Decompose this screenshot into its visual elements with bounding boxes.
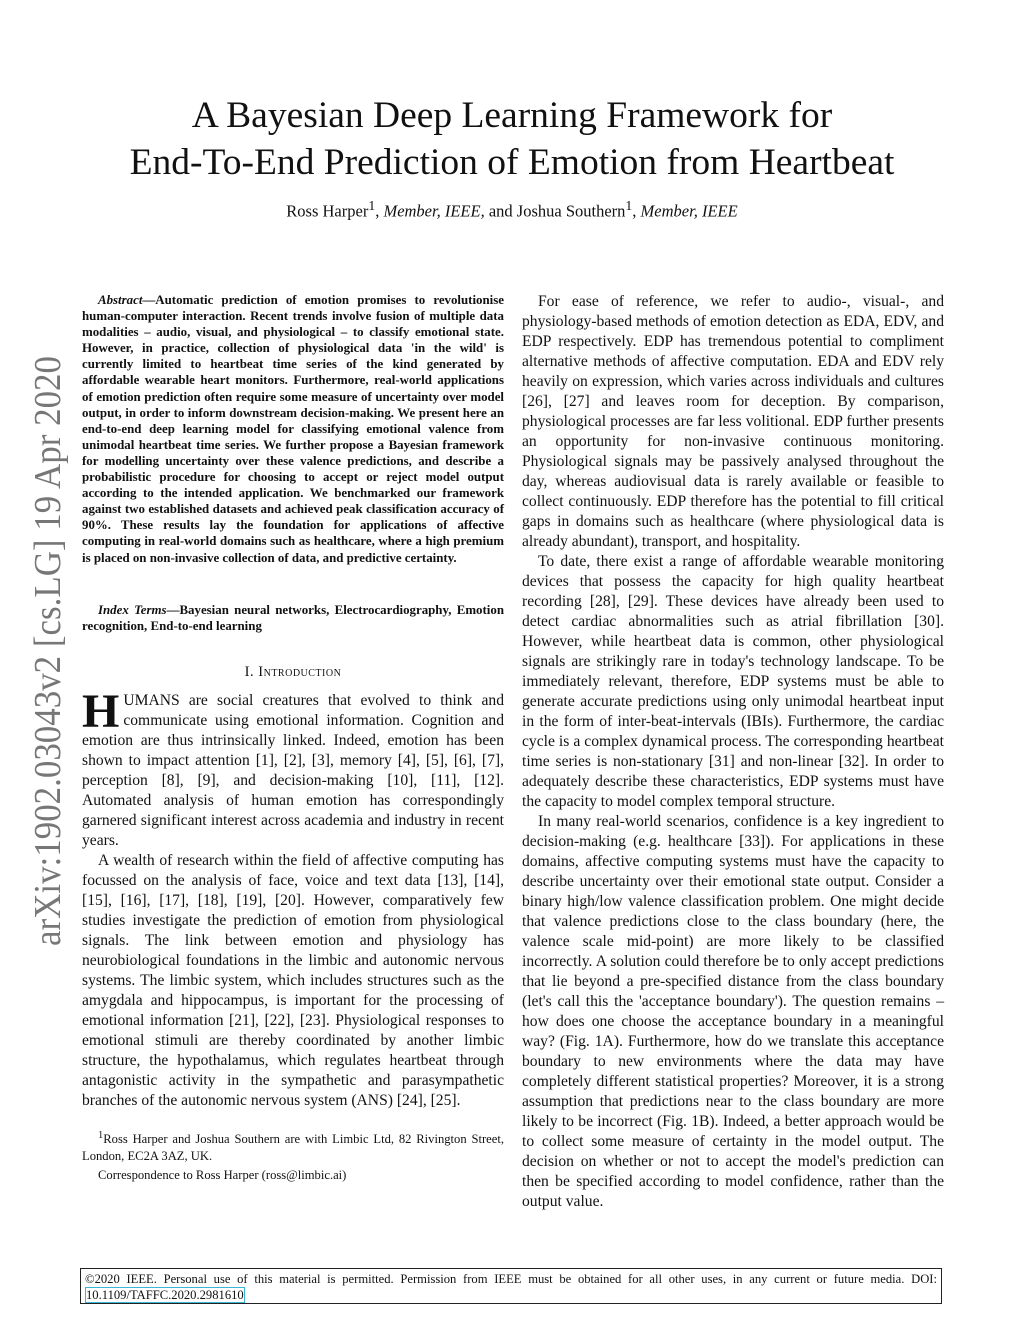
intro-paragraph-5: In many real-world scenarios, confidence is a key ingredient to decision-making (e.g. healthcare [33]). For applications in these domains, affective computing systems must have the capacity to describe uncertainty over their emotional state output. Consider a binary high/low valence classification problem. One might decide that valence predictions close to the class boundary (here, the valence scale mid-point) are more likely to be classified incorrectly. A solution could therefore be to only accept predictions that lie beyond a pre-specified distance from the class boundary (let's call this the 'acceptance boundary'). The question remains – how does one choose the acceptance boundary in a meaningful way? (Fig. 1A). Furthermore, how do we translate this acceptance boundary to new environments where the data may have completely different statistical properties? Moreover, it is a strong assumption that predictions near to the class boundary are more likely to be incorrect (Fig. 1B). Indeed, a better approach would be to collect some measure of certainty in the model output. The decision on whether or not to accept the model's prediction can then be specified according to model confidence, rather than the output value. [522, 813, 944, 1210]
title-line-1: A Bayesian Deep Learning Framework for [191, 95, 833, 136]
intro-paragraph-2: A wealth of research within the field of affective computing has focussed on the analysis of face, voice and text data [13], [14], [15], [16], [17], [18], [19], [20]. However, comparatively few studies investigate the prediction of emotion from physiological signals. The link between emotion and physiology has neurobiological foundations in the limbic and autonomic nervous systems. The limbic system, which includes structures such as the amygdala and hippocampus, is important for the processing of emotional information [21], [22], [23]. Physiological responses to emotional stimuli are thereby coordinated by another limbic structure, the hypothalamus, which regulates heartbeat through antagonistic activity in the sympathetic and parasympathetic branches of the autonomic nervous system (ANS) [24], [25]. [82, 851, 504, 1109]
right-column [522, 292, 944, 1212]
intro-paragraph-4: To date, there exist a range of affordable wearable monitoring devices that possess the capacity for high quality heartbeat recording [28], [29]. These devices have already been used to detect cardiac abnormalities such as atrial fibrillation [30]. However, while heartbeat data is common, other physiological signals are strikingly rare in today's technology landscape. To be immediately relevant, therefore, EDP systems must be able to generate accurate predictions using only unimodal heartbeat input in the form of inter-beat-intervals (IBIs). Furthermore, the cardiac cycle is a complex dynamical process. The corresponding heartbeat time series is non-stationary [31] and non-linear [32]. In order to adequately describe these characteristics, EDP systems must have the capacity to model complex temporal structure. [522, 553, 944, 810]
author-1-role: Member, IEEE, [383, 201, 485, 221]
abstract-label: Abstract [98, 293, 143, 307]
paper-title [60, 92, 964, 186]
author-1-affiliation: 1 [368, 198, 376, 213]
arxiv-stamp-text: arXiv:1902.03043v2 [cs.LG] 19 Apr 2020 [27, 350, 69, 946]
author-line: Ross Harper$^1$, Member, IEEE, and Joshua Southern$^1$, Member, IEEE [286, 198, 738, 221]
section-number: I. [244, 663, 255, 680]
section-name: Introduction [258, 663, 342, 680]
author-2-affiliation: 1 [625, 198, 633, 213]
footnote-affiliation-text: Ross Harper and Joshua Southern are with Limbic Ltd, 82 Rivington Street, London, EC2A 3AZ, UK. [82, 1131, 504, 1163]
footnote-correspondence: Correspondence to Ross Harper (ross@limbic.ai) [98, 1167, 347, 1182]
doi-link[interactable]: 10.1109/TAFFC.2020.2981610 [86, 1288, 244, 1302]
abstract-text: —Automatic prediction of emotion promises to revolutionise human-computer interaction. Recent trends involve fusion of multiple data modalities – audio, visual, and physiological – to classify emotional state. However, in practice, collection of physiological data 'in the wild' is currently limited to heartbeat time series of the kind generated by affordable wearable heart monitors. Furthermore, real-world applications of emotion prediction often require some measure of uncertainty over model output, in order to inform downstream decision-making. We present here an end-to-end deep learning model for classifying emotional valence from unimodal heartbeat time series. We further propose a Bayesian framework for modelling uncertainty over these valence predictions, and describe a probabilistic procedure for choosing to accept or reject model output according to the intended application. We benchmarked our framework against two established datasets and achieved peak classification accuracy of 90%. These results lay the foundation for applications of affective computing in real-world domains such as healthcare, where a high premium is placed on non-invasive collection of data, and predictive certainty. [82, 293, 504, 565]
abstract [82, 292, 504, 566]
footnote-marker: 1 [98, 1129, 104, 1141]
author-1: Ross Harper [286, 201, 369, 221]
intro-paragraph-1-text: UMANS are social creatures that evolved to think and communicate using emotional information. Cognition and emotion are thus intrinsically linked. Indeed, emotion has been shown to impact attention [1], [2], [3], memory [4], [5], [6], [7], perception [8], [9], and decision-making [10], [11], [12]. Automated analysis of human emotion has correspondingly garnered significant interest across academia and industry in recent years. [82, 691, 504, 849]
author-2: and Joshua Southern [488, 201, 626, 221]
index-terms-label: Index Terms [98, 602, 167, 617]
left-column [82, 292, 504, 1184]
drop-cap: H [82, 684, 120, 738]
index-terms [82, 602, 504, 634]
section-heading-introduction [82, 664, 504, 681]
footnote-affiliation [82, 1127, 504, 1165]
title-line-2: End-To-End Prediction of Emotion from Heartbeat [129, 142, 895, 183]
index-terms-text: —Bayesian neural networks, Electrocardiography, Emotion recognition, End-to-end learning [82, 602, 504, 633]
copyright-notice [80, 1268, 942, 1304]
intro-paragraph-1 [82, 684, 504, 851]
author-2-role: Member, IEEE [640, 201, 738, 221]
arxiv-stamp [8, 350, 78, 950]
intro-paragraph-3: For ease of reference, we refer to audio-, visual-, and physiology-based methods of emotion detection as EDA, EDV, and EDP respectively. EDP has tremendous potential to compliment alternative methods of affective computation. EDA and EDV rely heavily on expression, which varies across individuals and cultures [26], [27] and leaves room for deception. By comparison, physiological processes are far less volitional. EDP further presents an opportunity for non-invasive continuous monitoring. Physiological signals may be passively analysed throughout the day, whereas audiovisual data is rarely available or feasible to collect continuously. EDP therefore has the potential to fill critical gaps in domains such as healthcare (where physiological data is already abundant), transport, and hospitality. [522, 293, 944, 550]
copyright-text: ©2020 IEEE. Personal use of this material is permitted. Permission from IEEE must be obtained for all other uses, in any current or future media. DOI: [85, 1272, 937, 1286]
